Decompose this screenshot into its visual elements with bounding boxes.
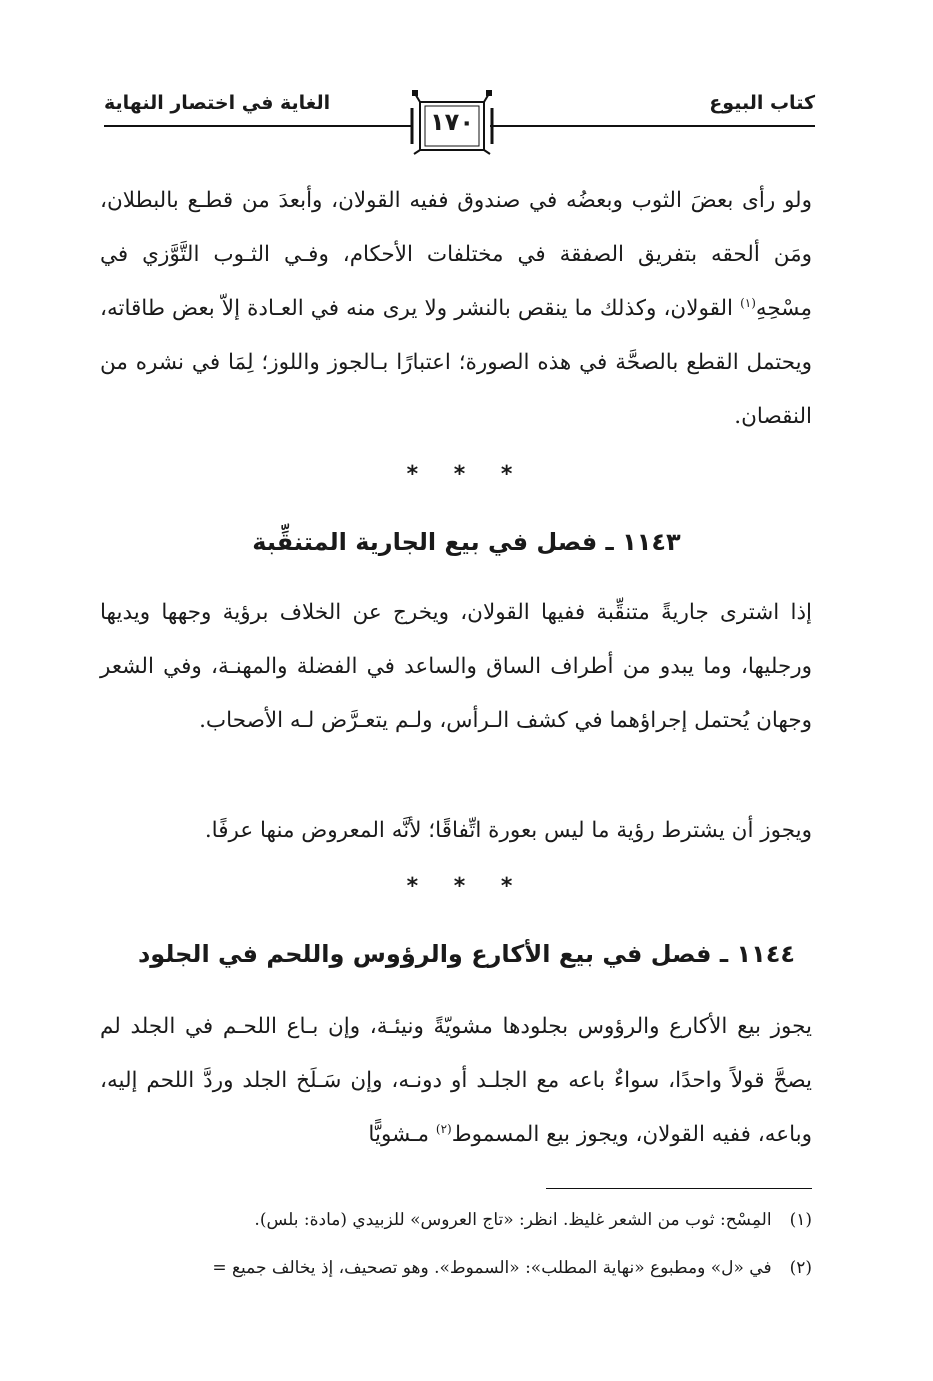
section-separator-2: * * * — [406, 874, 527, 899]
paragraph-2: إذا اشترى جاريةً متنقِّبة ففيها القولان، ويخرج عن الخلاف برؤية وجهها ويديها ورجليها، وما يبدو من أطراف الساق والساعد في الفضلة والمهنـة، وفي الشعر وجهان يُحتمل إجراؤهما في كشف الـرأس، ولـم يتعـرَّض لـه الأصحاب. — [100, 600, 812, 733]
running-header-book-title: كتاب البيوع — [709, 92, 815, 114]
footnote-1 — [100, 1210, 812, 1230]
paragraph-4 — [100, 1000, 812, 1162]
footnote-1-number: (١) — [789, 1210, 812, 1230]
paragraph-1-tail: القولان، وكذلك ما ينقص بالنشر ولا يرى منه في العـادة إلاّ بعض طاقاته، ويحتمل القطع بالصحَّة في هذه الصورة؛ اعتبارًا بـالجوز واللوز؛ لِمَا في نشره من النقصان. — [100, 296, 812, 429]
footnote-ref-1: (١) — [740, 295, 756, 310]
header-rule-right — [490, 125, 815, 127]
paragraph-4-text: يجوز بيع الأكارع والرؤوس بجلودها مشويّةً ونيئـة، وإن بـاع اللحـم في الجلد لم يصحَّ قولاً واحدًا، سواءٌ باعه مع الجلـد أو دونـه، وإن سَـلَخ الجلد وردَّ اللحم إليه، وباعه، ففيه القولان، ويجوز بيع المسموط — [100, 1014, 812, 1147]
footnote-1-text: المِسْح: ثوب من الشعر غليظ. انظر: «تاج العروس» للزبيدي (مادة: بلس). — [254, 1210, 772, 1230]
footnote-2-number: (٢) — [789, 1258, 812, 1278]
section-heading-1143: ١١٤٣ ـ فصل في بيع الجارية المتنقِّبة — [252, 528, 681, 556]
footnote-2 — [100, 1258, 812, 1278]
footnote-separator — [546, 1188, 812, 1189]
paragraph-1 — [100, 174, 812, 444]
section-separator-1: * * * — [406, 462, 527, 487]
running-header-work-title: الغاية في اختصار النهاية — [104, 92, 331, 114]
section-heading-1144: ١١٤٤ ـ فصل في بيع الأكارع والرؤوس واللحم في الجلود — [137, 940, 796, 968]
paragraph-1-text: ولو رأى بعضَ الثوب وبعضُه في صندوق ففيه القولان، وأبعدَ من قطـع بالبطلان، ومَن ألحقه بتفريق الصفقة في مختلفات الأحكام، وفـي الثـوب التَّوَّزي في مِسْحِهِ — [100, 188, 812, 321]
page-number: ١٧٠ — [430, 108, 474, 136]
footnote-2-text: في «ل» ومطبوع «نهاية المطلب»: «السموط». وهو تصحيف، إذ يخالف جميع = — [212, 1258, 772, 1278]
footnote-ref-2: (٢) — [435, 1121, 452, 1136]
paragraph-4-tail: مـشويًّا — [368, 1122, 436, 1147]
header-rule-left — [104, 125, 413, 127]
paragraph-3: ويجوز أن يشترط رؤية ما ليس بعورة اتِّفاقًا؛ لأنَّه المعروض منها عرفًا. — [204, 818, 812, 843]
